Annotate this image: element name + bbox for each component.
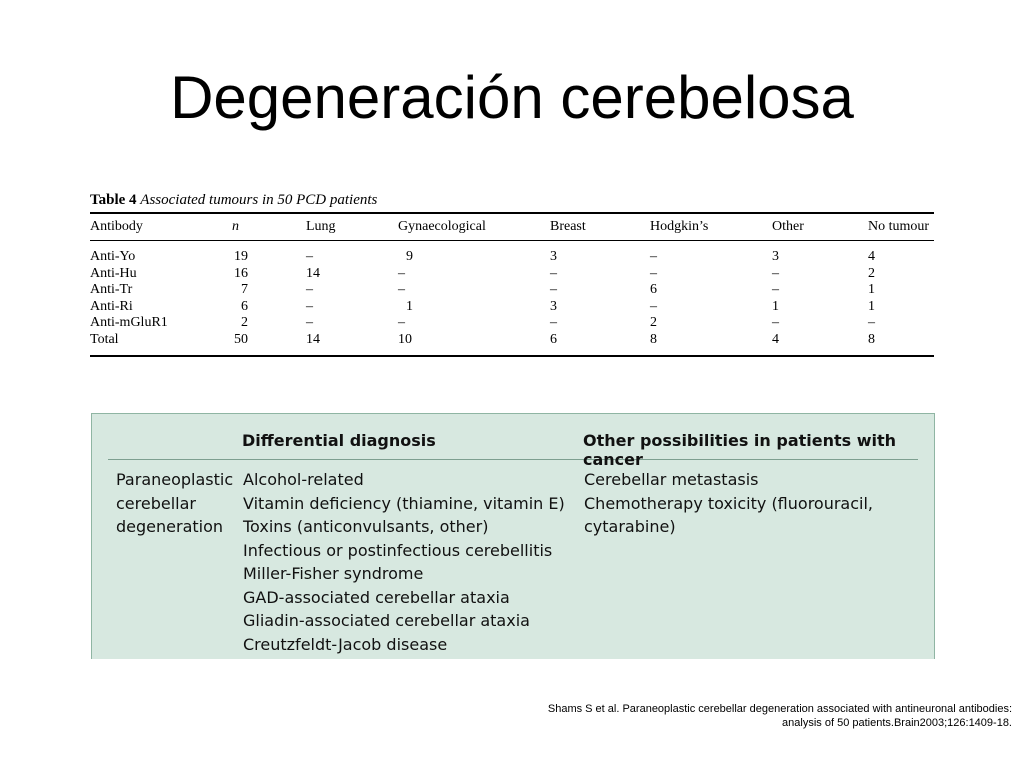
table-header-row	[90, 214, 934, 240]
table-caption-label: Table 4	[90, 192, 137, 208]
table-row	[90, 249, 934, 266]
table-cell: 6	[650, 282, 657, 298]
table-grid	[90, 214, 934, 240]
table-spacer	[90, 241, 934, 249]
table-caption	[90, 188, 934, 212]
table-cell: Anti-Tr	[90, 282, 133, 298]
table-cell: –	[550, 265, 557, 281]
table-row	[90, 282, 934, 299]
table-cell: 2	[650, 315, 657, 331]
table-cell: 1	[406, 298, 413, 314]
table-cell: –	[772, 315, 779, 331]
table-body	[90, 241, 934, 355]
row-label-line: cerebellar	[116, 493, 196, 513]
header-differential-diagnosis: Differential diagnosis	[242, 431, 436, 450]
list-item: Chemotherapy toxicity (fluorouracil,	[584, 493, 873, 513]
table-cell: –	[868, 315, 875, 331]
table-cell: –	[650, 249, 657, 264]
differential-list	[243, 468, 565, 656]
list-item: Creutzfeldt-Jacob disease	[243, 634, 448, 654]
list-item: Infectious or postinfectious cerebellitis	[243, 540, 553, 560]
table-cell: 1	[868, 298, 875, 314]
table-cell: 14	[306, 265, 320, 281]
row-label	[116, 468, 233, 539]
table-cell: –	[306, 249, 313, 264]
table-caption-text: Associated tumours in 50 PCD patients	[140, 192, 378, 208]
row-label-line: degeneration	[116, 517, 224, 536]
list-item: Gliadin-associated cerebellar ataxia	[243, 611, 530, 630]
table-cell: 4	[868, 249, 875, 264]
column-header: n	[232, 219, 239, 234]
panel-header	[108, 414, 918, 469]
table-cell: –	[650, 265, 657, 281]
table-cell: 16	[234, 265, 248, 281]
table-cell: –	[306, 315, 313, 331]
column-header: Other	[772, 219, 804, 234]
table-cell: Anti-Ri	[90, 298, 133, 314]
table-cell: 8	[868, 331, 875, 347]
list-item: Vitamin deficiency (thiamine, vitamin E)	[243, 493, 565, 513]
table-cell: 19	[234, 249, 248, 264]
list-item: GAD-associated cerebellar ataxia	[243, 587, 510, 607]
table-cell: Anti-Yo	[90, 249, 136, 264]
column-header: Gynaecological	[398, 219, 486, 234]
table-cell: Total	[90, 331, 119, 347]
table-cell: –	[306, 298, 313, 314]
column-header: Antibody	[90, 219, 143, 234]
column-header: Hodgkin’s	[650, 219, 709, 234]
table-cell: 8	[650, 331, 657, 347]
table-cell: Anti-mGluR1	[90, 315, 168, 331]
citation-line: analysis of 50 patients.Brain2003;126:1409-18.	[782, 717, 1012, 729]
table-cell: –	[398, 315, 405, 331]
table-cell: –	[772, 265, 779, 281]
table-cell: –	[306, 282, 313, 298]
table-cell: 3	[772, 249, 779, 264]
list-item: Cerebellar metastasis	[584, 470, 759, 489]
table-bottom-rule	[90, 355, 934, 357]
table-cell: 4	[772, 331, 779, 347]
table-cell: 2	[241, 315, 248, 331]
list-item: Alcohol-related	[243, 470, 364, 489]
table-cell: 3	[550, 249, 557, 264]
list-item: cytarabine)	[584, 517, 676, 536]
associated-tumours-table	[90, 188, 934, 357]
list-item: Toxins (anticonvulsants, other)	[243, 517, 489, 536]
list-item: Miller-Fisher syndrome	[243, 564, 424, 583]
slide-title: Degeneración cerebelosa	[170, 64, 854, 131]
table-cell: 14	[306, 331, 320, 347]
table-cell: –	[650, 298, 657, 314]
row-label-line: Paraneoplastic	[116, 470, 234, 489]
table-cell: 2	[868, 265, 875, 281]
table-cell: 9	[406, 249, 413, 264]
table-cell: –	[398, 265, 405, 281]
table-cell: 1	[868, 282, 875, 298]
column-header: Breast	[550, 219, 586, 234]
table-cell: 6	[550, 331, 557, 347]
table-row	[90, 266, 934, 283]
table-cell: 1	[772, 298, 779, 314]
table-row	[90, 299, 934, 316]
column-header: Lung	[306, 219, 336, 234]
table-cell: 50	[234, 331, 248, 347]
table-cell: 3	[550, 298, 557, 314]
table-cell: –	[550, 315, 557, 331]
table-cell: –	[550, 282, 557, 298]
table-cell: 6	[241, 298, 248, 314]
table-row	[90, 315, 934, 332]
other-possibilities-list	[584, 468, 873, 539]
differential-diagnosis-panel	[91, 413, 935, 659]
column-header: No tumour	[868, 219, 930, 234]
table-cell: –	[772, 282, 779, 298]
citation-line: Shams S et al. Paraneoplastic cerebellar degeneration associated with antineuronal antibodies:	[547, 703, 1012, 715]
table-cell: 7	[241, 282, 248, 298]
citation	[412, 702, 1012, 730]
table-cell: –	[398, 282, 405, 298]
table-row-total	[90, 332, 934, 349]
table-cell: 10	[398, 331, 412, 347]
header-other-possibilities: Other possibilities in patients with cancer	[583, 431, 897, 469]
table-cell: Anti-Hu	[90, 265, 137, 281]
